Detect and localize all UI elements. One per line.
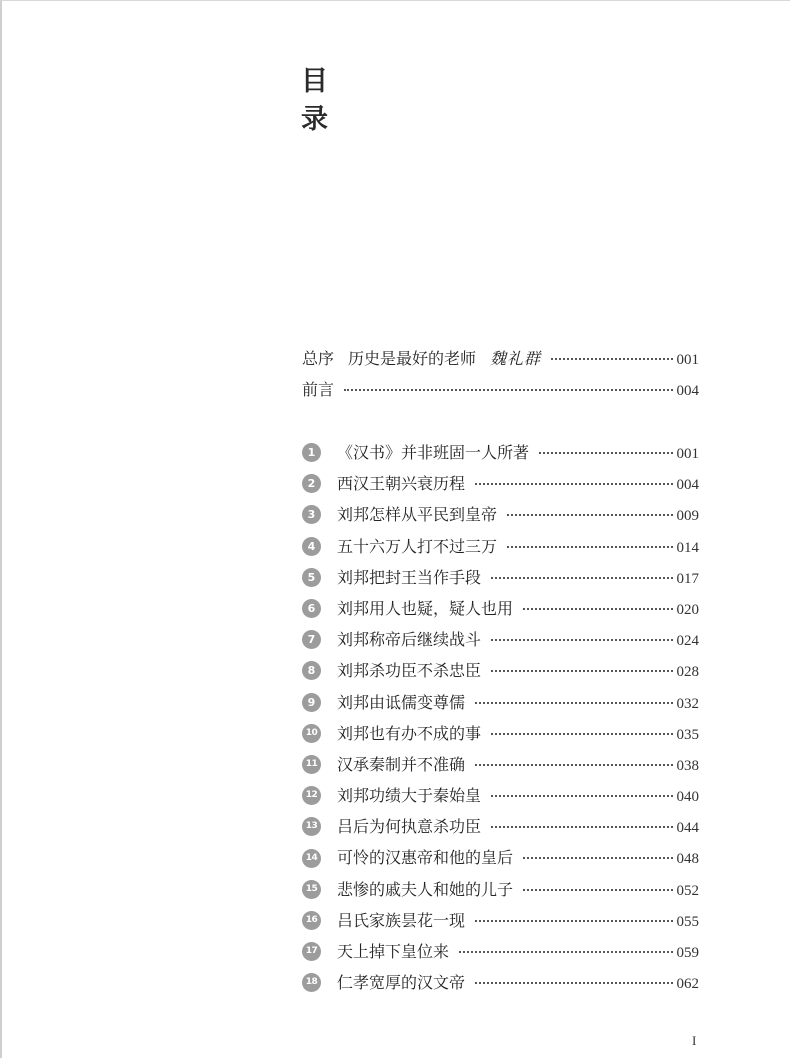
- dot-leader: [475, 702, 672, 704]
- chapter-number-badge: 6: [302, 599, 321, 618]
- entry-label-title: 历史是最好的老师: [348, 349, 477, 368]
- chapter-title: 刘邦把封王当作手段: [337, 567, 482, 587]
- toc-chapter-entry[interactable]: [302, 749, 699, 780]
- dot-leader: [551, 358, 672, 360]
- dot-leader: [491, 795, 672, 797]
- chapter-number-badge: 17: [302, 942, 321, 961]
- chapter-number-badge: 12: [302, 786, 321, 805]
- entry-label-prefix: 总序: [302, 349, 335, 368]
- toc-chapter-entry[interactable]: [302, 874, 699, 905]
- dot-leader: [475, 982, 672, 984]
- toc-chapter-entry[interactable]: [302, 780, 699, 811]
- entry-label-prefix: 前言: [302, 380, 335, 399]
- chapter-page-number: 001: [676, 446, 699, 462]
- dot-leader: [507, 514, 672, 516]
- toc-chapter-entry[interactable]: [302, 655, 699, 686]
- entry-label: [302, 374, 334, 405]
- toc-entry-foreword[interactable]: [302, 374, 699, 405]
- entry-author: 魏礼群: [490, 349, 542, 368]
- chapter-title: 刘邦也有办不成的事: [337, 723, 482, 743]
- chapter-page-number: 017: [676, 570, 699, 587]
- toc-heading: [301, 63, 341, 139]
- entry-label: [302, 343, 541, 374]
- chapter-title: 刘邦功绩大于秦始皇: [337, 786, 482, 806]
- toc-chapter-entry[interactable]: [302, 437, 699, 468]
- dot-leader: [475, 920, 672, 922]
- toc-chapter-entry[interactable]: [302, 687, 699, 718]
- chapter-title: 汉承秦制并不准确: [337, 754, 466, 774]
- entry-page-number: 004: [676, 383, 699, 399]
- dot-leader: [491, 733, 672, 735]
- toc-chapter-entry[interactable]: [302, 967, 699, 998]
- dot-leader: [507, 546, 672, 548]
- toc-chapter-entry[interactable]: [302, 593, 699, 624]
- toc-chapter-entry[interactable]: [302, 531, 699, 562]
- chapter-number-badge: 2: [302, 474, 321, 493]
- chapter-page-number: 009: [676, 508, 699, 525]
- chapter-title: 刘邦怎样从平民到皇帝: [337, 505, 498, 525]
- dot-leader: [344, 389, 672, 391]
- chapter-title: 天上掉下皇位来: [337, 942, 450, 961]
- chapter-number-badge: 11: [302, 755, 321, 774]
- chapter-number-badge: 10: [302, 724, 321, 743]
- dot-leader: [491, 670, 672, 672]
- chapter-page-number: 062: [676, 976, 699, 993]
- chapter-number-badge: 5: [302, 568, 321, 587]
- dot-leader: [459, 951, 672, 953]
- chapter-title: 可怜的汉惠帝和他的皇后: [337, 848, 514, 868]
- chapter-title: 西汉王朝兴衰历程: [337, 474, 466, 494]
- toc-chapter-entry[interactable]: [302, 905, 699, 936]
- chapter-page-number: 038: [676, 757, 699, 774]
- toc-chapter-entry[interactable]: [302, 624, 699, 655]
- chapter-number-badge: 4: [302, 537, 321, 556]
- toc-entry-preface-series[interactable]: [302, 343, 699, 374]
- chapter-number-badge: 1: [302, 443, 321, 462]
- dot-leader: [523, 608, 672, 610]
- chapter-page-number: 020: [676, 601, 699, 618]
- chapter-page-number: 032: [676, 695, 699, 712]
- toc-heading-char: 录: [301, 104, 328, 135]
- chapter-title: 悲惨的戚夫人和她的儿子: [337, 879, 514, 899]
- chapter-page-number: 044: [676, 820, 699, 837]
- toc-chapter-entry[interactable]: [302, 562, 699, 593]
- chapter-number-badge: 13: [302, 817, 321, 836]
- chapter-list: [302, 437, 699, 998]
- chapter-page-number: 024: [676, 633, 699, 650]
- chapter-number-badge: 9: [302, 693, 321, 712]
- chapter-number-badge: 15: [302, 880, 321, 899]
- chapter-page-number: 040: [676, 789, 699, 806]
- chapter-title: 五十六万人打不过三万: [337, 536, 498, 556]
- toc-chapter-entry[interactable]: [302, 936, 699, 967]
- chapter-number-badge: 14: [302, 849, 321, 868]
- chapter-title: 刘邦杀功臣不杀忠臣: [337, 661, 482, 681]
- chapter-page-number: 014: [676, 539, 699, 556]
- chapter-number-badge: 16: [302, 911, 321, 930]
- chapter-title: 刘邦称帝后继续战斗: [337, 630, 482, 650]
- chapter-title: 仁孝宽厚的汉文帝: [337, 973, 466, 993]
- dot-leader: [523, 889, 672, 891]
- chapter-number-badge: 18: [302, 973, 321, 992]
- chapter-number-badge: 8: [302, 661, 321, 680]
- page-folio: I: [692, 1033, 697, 1048]
- chapter-title: 吕后为何执意杀功臣: [337, 817, 482, 837]
- dot-leader: [475, 764, 672, 766]
- chapter-title: 吕氏家族昙花一现: [337, 910, 466, 930]
- toc-chapter-entry[interactable]: [302, 468, 699, 499]
- front-matter-list: [302, 343, 699, 405]
- dot-leader: [491, 639, 672, 641]
- chapter-number-badge: 3: [302, 505, 321, 524]
- entry-page-number: 001: [676, 352, 699, 368]
- chapter-title: 《汉书》并非班固一人所著: [337, 443, 530, 462]
- dot-leader: [523, 857, 672, 859]
- dot-leader: [491, 826, 672, 828]
- dot-leader: [475, 483, 672, 485]
- dot-leader: [491, 577, 672, 579]
- chapter-page-number: 055: [676, 913, 699, 930]
- chapter-page-number: 028: [676, 664, 699, 681]
- toc-heading-char: 目: [301, 66, 328, 97]
- chapter-title: 刘邦用人也疑，疑人也用: [337, 598, 514, 618]
- chapter-title: 刘邦由诋儒变尊儒: [337, 692, 466, 712]
- chapter-page-number: 048: [676, 851, 699, 868]
- chapter-page-number: 052: [676, 882, 699, 899]
- chapter-page-number: 059: [676, 945, 699, 961]
- chapter-page-number: 004: [676, 477, 699, 494]
- toc-chapter-entry[interactable]: [302, 499, 699, 530]
- toc-chapter-entry[interactable]: [302, 718, 699, 749]
- dot-leader: [539, 452, 672, 454]
- toc-chapter-entry[interactable]: [302, 811, 699, 842]
- toc-chapter-entry[interactable]: [302, 842, 699, 873]
- chapter-number-badge: 7: [302, 630, 321, 649]
- chapter-page-number: 035: [676, 726, 699, 743]
